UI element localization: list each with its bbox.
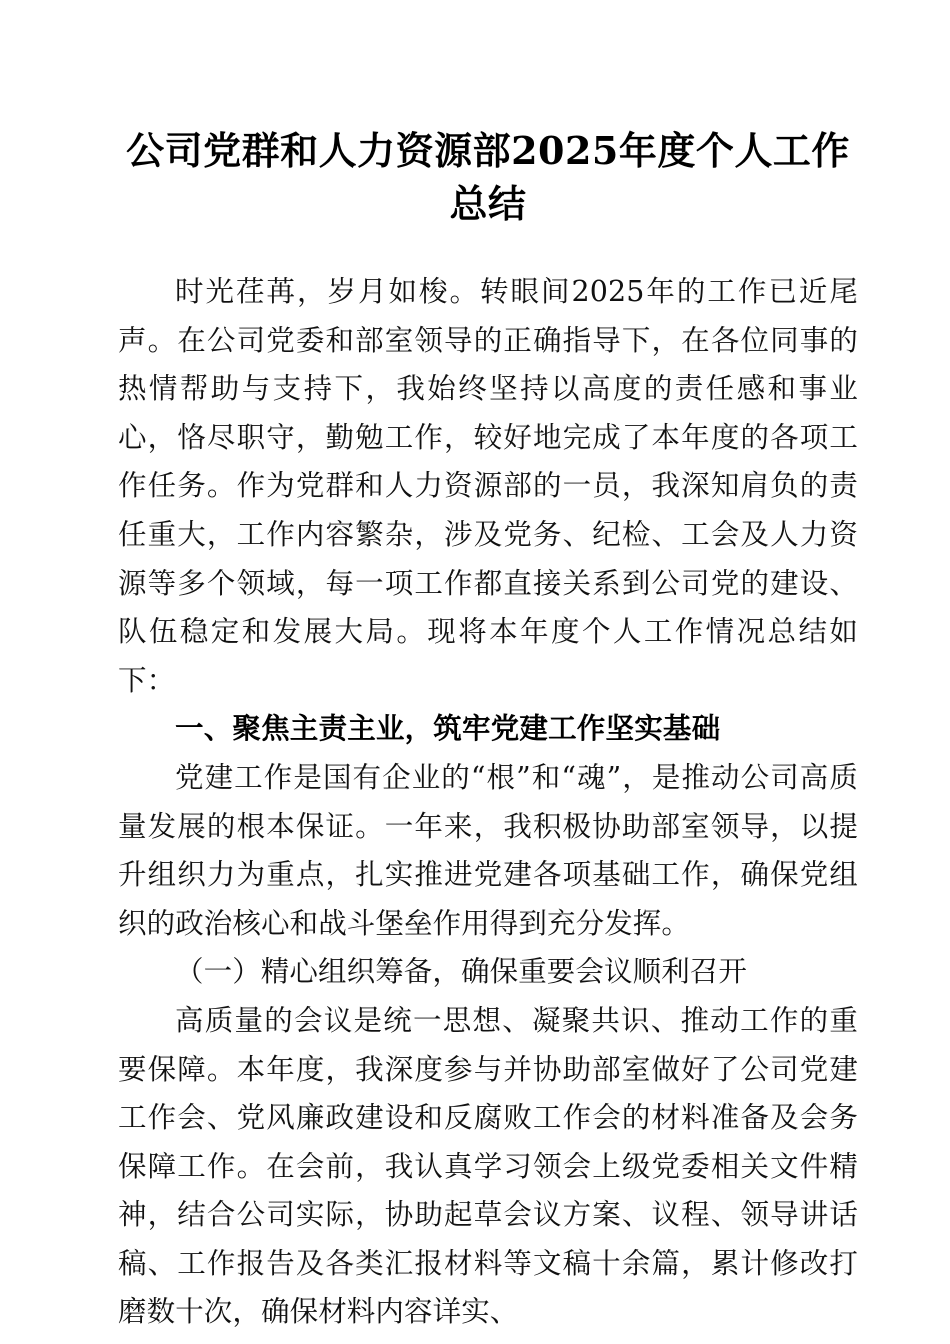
section-heading-one: 一、聚焦主责主业，筑牢党建工作坚实基础: [175, 712, 721, 746]
subsection-heading-one: （一）精心组织筹备，确保重要会议顺利召开: [175, 955, 748, 989]
section-one-intro-paragraph: 党建工作是国有企业的“根”和“魂”，是推动公司高质量发展的根本保证。一年来，我积极协助部室领导，以提升组织力为重点，扎实推进党建各项基础工作，确保党组织的政治核心和战斗堡垒作用得到充分发挥。: [118, 760, 858, 940]
document-content: [118, 0, 858, 1337]
subsection-one-paragraph: 高质量的会议是统一思想、凝聚共识、推动工作的重要保障。本年度，我深度参与并协助部室做好了公司党建工作会、党风廉政建设和反腐败工作会的材料准备及会务保障工作。在会前，我认真学习领会上级党委相关文件精神，结合公司实际，协助起草会议方案、议程、领导讲话稿、工作报告及各类汇报材料等文稿十余篇，累计修改打磨数十次，确保材料内容详实、: [118, 1003, 858, 1329]
page-title: 公司党群和人力资源部2025年度个人工作总结: [126, 128, 850, 226]
opening-paragraph: 时光荏苒，岁月如梭。转眼间2025年的工作已近尾声。在公司党委和部室领导的正确指导下，在各位同事的热情帮助与支持下，我始终坚持以高度的责任感和事业心，恪尽职守，勤勉工作，较好地完成了本年度的各项工作任务。作为党群和人力资源部的一员，我深知肩负的责任重大，工作内容繁杂，涉及党务、纪检、工会及人力资源等多个领域，每一项工作都直接关系到公司党的建设、队伍稳定和发展大局。现将本年度个人工作情况总结如下：: [118, 275, 858, 697]
